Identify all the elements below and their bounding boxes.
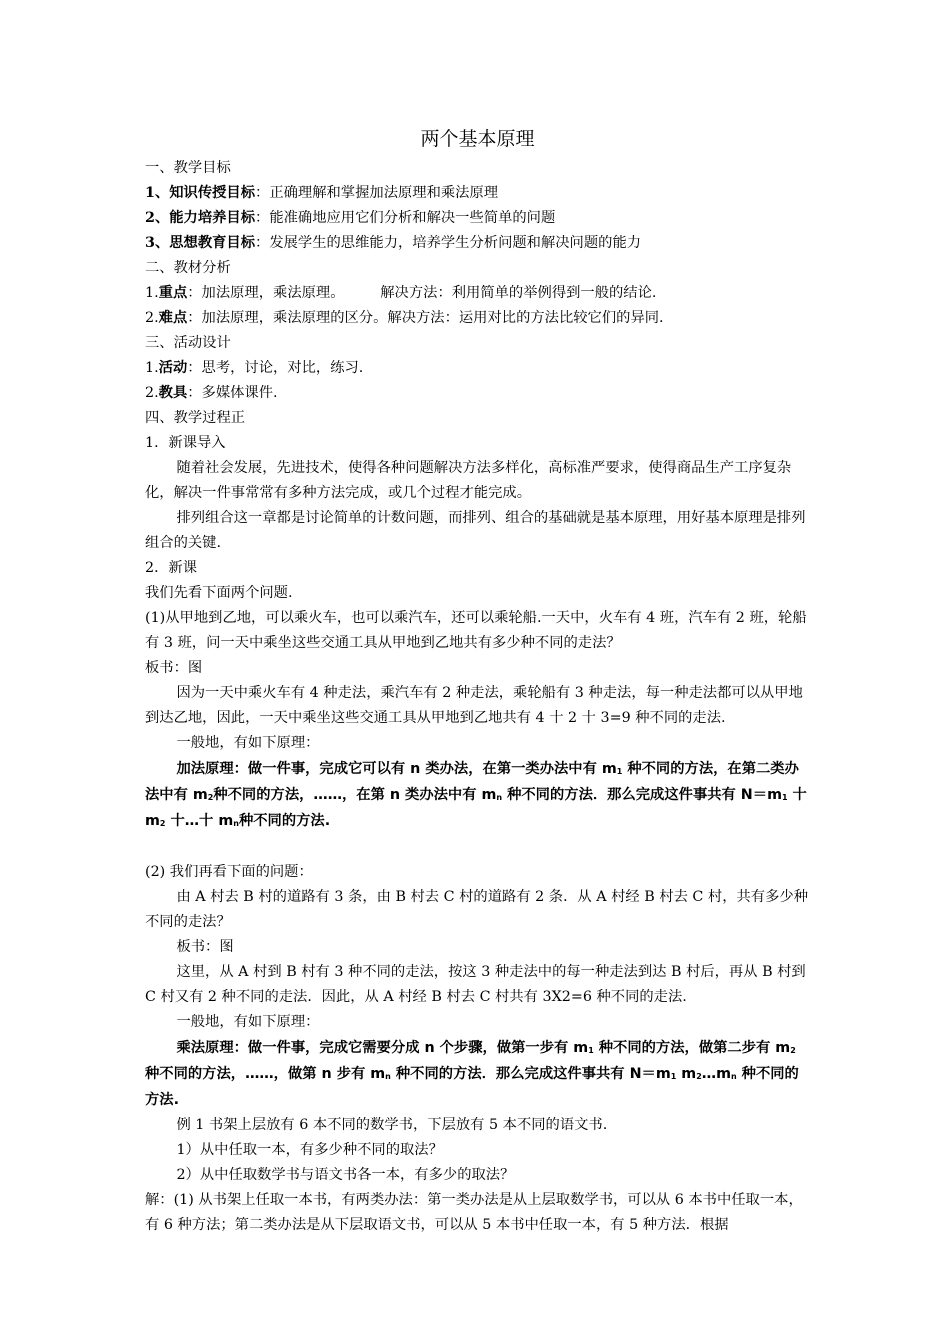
subheading-new-lesson: 2．新课 (145, 560, 197, 576)
item-label: 教具 (158, 385, 188, 401)
section-heading-2: 二、教材分析 (145, 260, 231, 276)
item-label: 难点 (158, 310, 188, 326)
paragraph: 由 A 村去 B 村的道路有 3 条，由 B 村去 C 村的道路有 2 条．从 A 村经 B 村去 C 村，共有多少种不同的走法？ (145, 889, 808, 930)
paragraph: 我们先看下面两个问题. (145, 585, 293, 601)
example-question-1: 1）从中任取一本，有多少种不同的取法？ (176, 1142, 443, 1158)
goal-item-3 (145, 231, 810, 256)
document-page (145, 124, 810, 1238)
board-note: 板书：图 (145, 660, 203, 676)
addition-principle: 加法原理：做一件事，完成它可以有 n 类办法，在第一类办法中有 $m_1$ 种不同的方法，在第二类办法中有 $m_2$种不同的方法，……，在第 n 类办法中有 $m_n$ 种不同的方法．那么完成这件事共有 $N=m_1$ 十 $m_2$ 十…十 $m_n$种不同的方法. (145, 761, 807, 829)
example-1: 例 1 书架上层放有 6 本不同的数学书，下层放有 5 本不同的语文书. (176, 1117, 608, 1133)
item-number: 1. (145, 360, 159, 376)
goal-item-2 (145, 206, 810, 231)
goal-item-1 (145, 181, 810, 206)
item-text: ：多媒体课件. (187, 385, 278, 401)
subheading-intro: 1．新课导入 (145, 435, 226, 451)
goal-label: 3、思想教育目标 (145, 235, 256, 251)
item-text: ：思考，讨论，对比，练习. (187, 360, 364, 376)
goal-label: 2、能力培养目标 (145, 210, 256, 226)
paragraph: 一般地，有如下原理： (176, 735, 320, 751)
solution: 解：(1) 从书架上任取一本书，有两类办法：第一类办法是从上层取数学书，可以从 6 本书中任取一本，有 6 种方法；第二类办法是从下层取语文书，可以从 5 本书中任取一本，有 5 种方法．根据 (145, 1192, 803, 1233)
question-1: (1)从甲地到乙地，可以乘火车，也可以乘汽车，还可以乘轮船.一天中，火车有 4 班，汽车有 2 班，轮船有 3 班，问一天中乘坐这些交通工具从甲地到乙地共有多少种不同的走法？ (145, 610, 807, 651)
item-label: 重点 (158, 285, 188, 301)
item-number: 2. (145, 310, 159, 326)
goal-text: ：正确理解和掌握加法原理和乘法原理 (255, 185, 499, 201)
activity-item-2 (145, 381, 810, 406)
example-question-2: 2）从中任取数学书与语文书各一本，有多少的取法？ (176, 1167, 515, 1183)
blank-line (145, 834, 810, 860)
multiplication-principle: 乘法原理：做一件事，完成它需要分成 n 个步骤，做第一步有 $m_1$ 种不同的方法，做第二步有 $m_2$ 种不同的方法，……，做第 n 步有 $m_n$ 种不同的方法．那么完成这件事共有 $N=m_1$ $m_2\dots m_n$ 种不同的方法. (145, 1040, 799, 1108)
item-label: 活动 (158, 360, 188, 376)
paragraph: 一般地，有如下原理： (176, 1014, 320, 1030)
paragraph: 这里，从 A 村到 B 村有 3 种不同的走法，按这 3 种走法中的每一种走法到达 B 村后，再从 B 村到 C 村又有 2 种不同的走法．因此，从 A 村经 B 村去 C 村共有 3X2=6 种不同的走法. (145, 964, 806, 1005)
question-2: (2) 我们再看下面的问题： (145, 864, 313, 880)
section-heading-1: 一、教学目标 (145, 160, 231, 176)
goal-text: ：能准确地应用它们分析和解决一些简单的问题 (255, 210, 556, 226)
board-note: 板书：图 (176, 939, 234, 955)
paragraph: 随着社会发展，先进技术，使得各种问题解决方法多样化，高标准严要求，使得商品生产工序复杂化，解决一件事常常有多种方法完成，或几个过程才能完成。 (145, 460, 792, 501)
item-text: ：加法原理，乘法原理的区分。解决方法：运用对比的方法比较它们的异同. (187, 310, 664, 326)
item-text: ：加法原理，乘法原理。 解决方法：利用简单的举例得到一般的结论. (187, 285, 657, 301)
section-heading-4: 四、教学过程正 (145, 410, 246, 426)
item-number: 2. (145, 385, 159, 401)
analysis-item-2 (145, 306, 810, 331)
item-number: 1. (145, 285, 159, 301)
analysis-item-1 (145, 281, 810, 306)
goal-text: ：发展学生的思维能力，培养学生分析问题和解决问题的能力 (255, 235, 642, 251)
page-title: 两个基本原理 (420, 128, 535, 150)
activity-item-1 (145, 356, 810, 381)
paragraph: 排列组合这一章都是讨论简单的计数问题，而排列、组合的基础就是基本原理，用好基本原理是排列组合的关键. (145, 510, 806, 551)
paragraph: 因为一天中乘火车有 4 种走法，乘汽车有 2 种走法，乘轮船有 3 种走法，每一种走法都可以从甲地到达乙地，因此，一天中乘坐这些交通工具从甲地到乙地共有 4 十 2 十 3=9 种不同的走法. (145, 685, 803, 726)
section-heading-3: 三、活动设计 (145, 335, 231, 351)
goal-label: 1、知识传授目标 (145, 185, 256, 201)
